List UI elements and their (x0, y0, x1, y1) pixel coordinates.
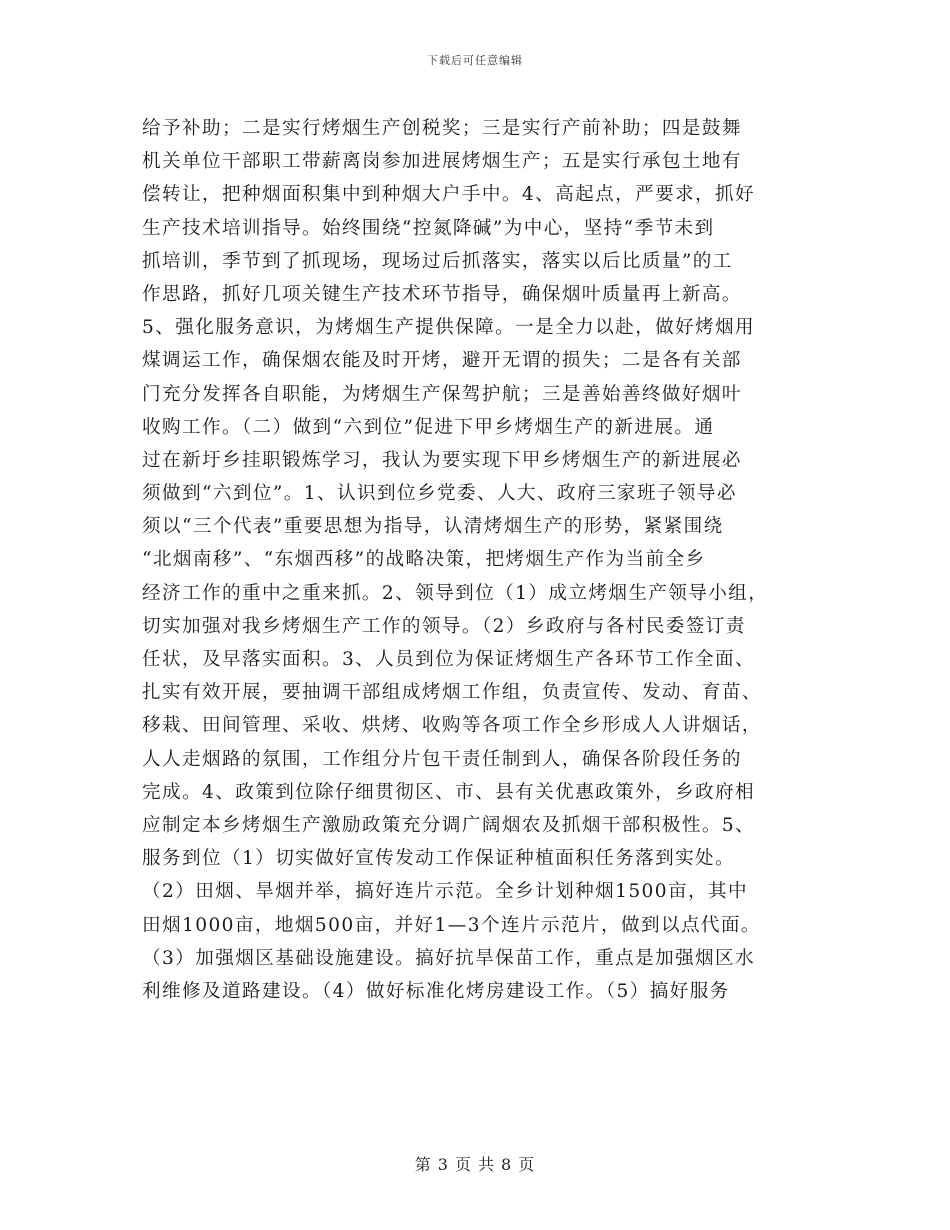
page-footer (0, 1152, 950, 1175)
text-line: 经济工作的重中之重来抓。2、领导到位（1）成立烤烟生产领导小组， (142, 582, 769, 604)
text-line: 给予补助；二是实行烤烟生产创税奖；三是实行产前补助；四是鼓舞 (142, 118, 742, 139)
footer-total-pages: 8 (501, 1155, 513, 1174)
header-note: 下载后可任意编辑 (427, 54, 523, 67)
text-line: 完成。4、政策到位除仔细贯彻区、市、县有关优惠政策外，乡政府相 (142, 781, 756, 803)
text-line: 收购工作。（二）做到“六到位”促进下甲乡烤烟生产的新进展。通 (142, 416, 715, 438)
text-line: 5、强化服务意识，为烤烟生产提供保障。一是全力以赴，做好烤烟用 (142, 317, 756, 339)
text-line: 任状，及早落实面积。3、人员到位为保证烤烟生产各环节工作全面、 (142, 649, 756, 670)
text-line: 移栽、田间管理、采收、烘烤、收购等各项工作全乡形成人人讲烟话， (142, 715, 762, 737)
text-line: 抓培训，季节到了抓现场，现场过后抓落实，落实以后比质量”的工 (142, 250, 733, 272)
text-line: 偿转让，把种烟面积集中到种烟大户手中。4、高起点，严要求，抓好 (142, 184, 756, 206)
footer-ye2: 页 (518, 1155, 536, 1174)
footer-gong: 共 (478, 1155, 496, 1174)
text-line: 应制定本乡烤烟生产激励政策充分调广阔烟农及抓烟干部积极性。5、 (142, 814, 756, 836)
text-line: 机关单位干部职工带薪离岗参加进展烤烟生产；五是实行承包土地有 (142, 151, 742, 173)
text-line: 煤调运工作，确保烟农能及时开烤，避开无谓的损失；二是各有关部 (142, 350, 742, 372)
footer-page-number: 3 (437, 1155, 449, 1174)
text-line: 生产技术培训指导。始终围绕“控氮降碱”为中心，坚持“季节未到 (142, 217, 715, 239)
text-line: 作思路，抓好几项关键生产技术环节指导，确保烟叶质量再上新高。 (142, 283, 742, 305)
body-text (142, 112, 802, 1008)
text-line: 须做到“六到位”。1、认识到位乡党委、人大、政府三家班子领导必 (142, 483, 737, 505)
text-line: 利维修及道路建设。（4）做好标准化烤房建设工作。（5）搞好服务 (142, 980, 730, 1002)
text-line: 须以“三个代表”重要思想为指导，认清烤烟生产的形势，紧紧围绕 (142, 516, 724, 538)
text-line: 门充分发挥各自职能，为烤烟生产保驾护航；三是善始善终做好烟叶 (142, 383, 742, 405)
text-line: 切实加强对我乡烤烟生产工作的领导。（2）乡政府与各村民委签订责 (142, 615, 746, 637)
text-line: 过在新圩乡挂职锻炼学习，我认为要实现下甲乡烤烟生产的新进展必 (142, 449, 742, 471)
text-line: （2）田烟、旱烟并举，搞好连片示范。全乡计划种烟1500亩，其中 (142, 881, 748, 903)
text-line: 田烟1000亩，地烟500亩，并好1—3个连片示范片，做到以点代面。 (142, 914, 761, 936)
footer-di: 第 (414, 1155, 432, 1174)
text-line: （3）加强烟区基础设施建设。搞好抗旱保苗工作，重点是加强烟区水 (142, 947, 756, 969)
text-line: 扎实有效开展，要抽调干部组成烤烟工作组，负责宣传、发动、育苗、 (142, 682, 762, 704)
text-line: “北烟南移”、“东烟西移”的战略决策，把烤烟生产作为当前全乡 (142, 549, 706, 571)
text-line: 服务到位（1）切实做好宣传发动工作保证种植面积任务落到实处。 (142, 848, 736, 870)
footer-ye: 页 (454, 1155, 472, 1174)
text-line: 人人走烟路的氛围，工作组分片包干责任制到人，确保各阶段任务的 (142, 748, 742, 770)
